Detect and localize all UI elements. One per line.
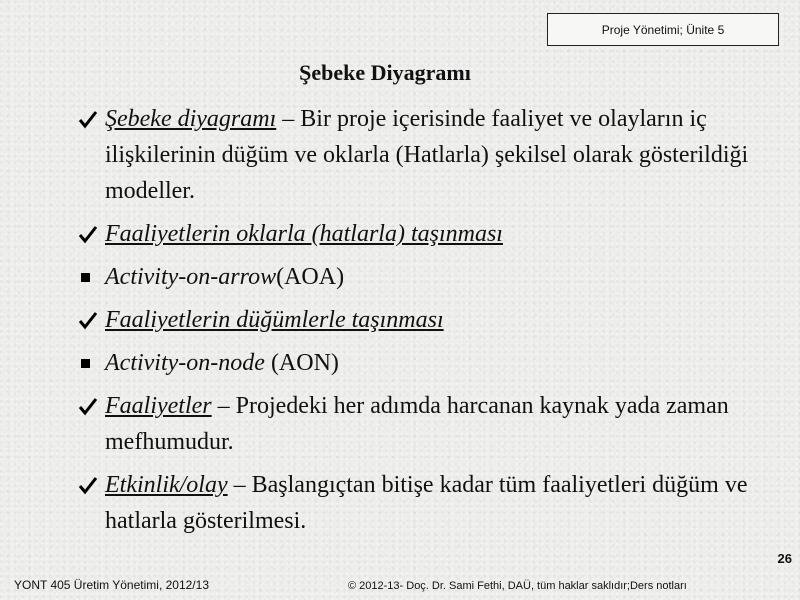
item-term: Activity-on-node — [105, 350, 265, 376]
check-icon — [78, 216, 100, 252]
list-item — [78, 259, 778, 295]
check-icon — [78, 101, 100, 137]
item-text: (AON) — [264, 350, 339, 376]
item-text: – Projedeki her adımda harcanan kaynak yada zaman mefhumudur. — [105, 393, 729, 455]
item-term: Faaliyetlerin oklarla (hatlarla) taşınması — [105, 221, 503, 247]
item-term: Faaliyetlerin düğümlerle taşınması — [105, 307, 444, 333]
list-item — [78, 216, 778, 252]
page-number: 26 — [777, 551, 792, 566]
item-text: – Bir proje içerisinde faaliyet ve olayların iç ilişkilerinin düğüm ve oklarla (Hatlarla) şekilsel olarak gösterildiği modeller. — [105, 106, 749, 204]
item-text: (AOA) — [276, 264, 345, 290]
item-term: Şebeke diyagramı — [105, 106, 277, 132]
header-label: Proje Yönetimi; Ünite 5 — [601, 22, 725, 37]
list-item — [78, 345, 778, 381]
footer-copyright: © 2012-13- Doç. Dr. Sami Fethi, DAÜ, tüm haklar saklıdır;Ders notları — [348, 580, 687, 592]
list-item — [78, 302, 778, 338]
check-icon — [78, 388, 100, 424]
slide-title: Şebeke Diyagramı — [299, 60, 471, 85]
list-item — [78, 467, 778, 539]
item-term: Etkinlik/olay — [105, 472, 228, 498]
header-label-box — [547, 13, 779, 46]
square-bullet-icon — [78, 345, 100, 381]
check-icon — [78, 302, 100, 338]
square-bullet-icon — [78, 259, 100, 295]
list-item — [78, 388, 778, 460]
item-term: Activity-on-arrow — [105, 264, 277, 290]
footer-course: YONT 405 Üretim Yönetimi, 2012/13 — [14, 578, 209, 592]
list-item — [78, 101, 778, 209]
bullet-list — [78, 101, 778, 546]
item-text: – Başlangıçtan bitişe kadar tüm faaliyetleri düğüm ve hatlarla gösterilmesi. — [105, 472, 748, 534]
item-term: Faaliyetler — [105, 393, 212, 419]
check-icon — [78, 467, 100, 503]
